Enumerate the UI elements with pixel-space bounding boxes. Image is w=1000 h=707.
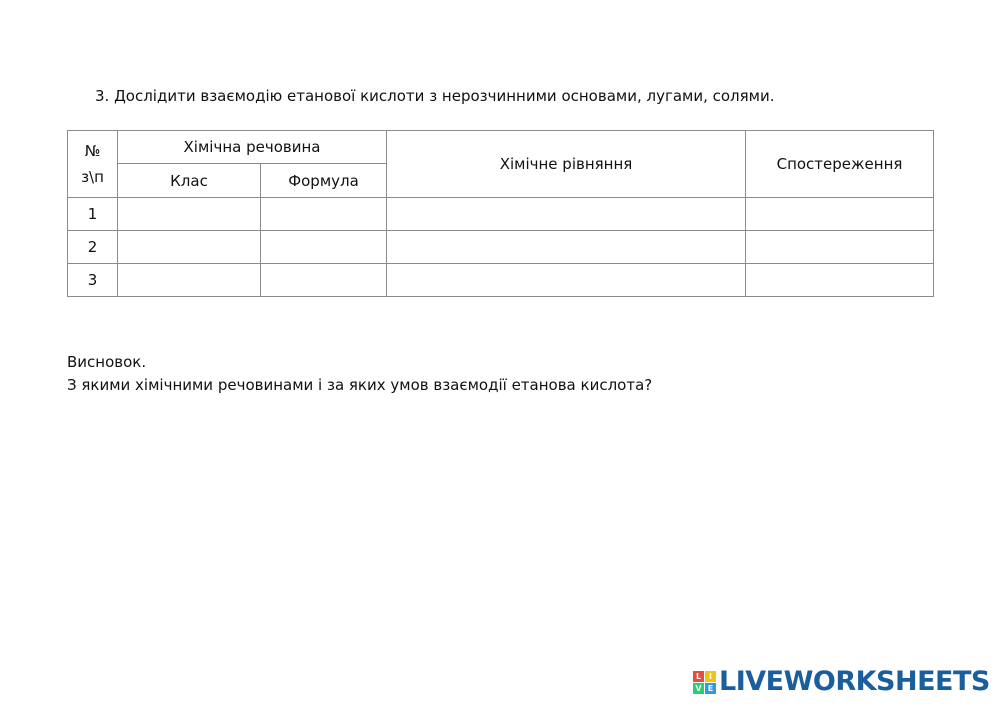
observation-cell[interactable] xyxy=(746,264,934,297)
formula-cell[interactable] xyxy=(261,198,387,231)
formula-cell[interactable] xyxy=(261,231,387,264)
formula-cell[interactable] xyxy=(261,264,387,297)
header-observation: Спостереження xyxy=(746,131,934,198)
observation-cell[interactable] xyxy=(746,198,934,231)
conclusion-title: Висновок. xyxy=(67,353,147,371)
header-number-symbol: № xyxy=(84,142,101,160)
header-class: Клас xyxy=(118,164,261,198)
conclusion-block xyxy=(67,351,652,397)
class-cell[interactable] xyxy=(118,198,261,231)
table-row xyxy=(68,231,934,264)
logo-letter-v: V xyxy=(693,683,704,694)
logo-letter-e: E xyxy=(705,683,716,694)
task-instruction: 3. Дослідити взаємодію етанової кислоти з нерозчинними основами, лугами, солями. xyxy=(95,87,775,105)
logo-icon xyxy=(693,671,716,694)
row-number: 2 xyxy=(68,231,118,264)
class-cell[interactable] xyxy=(118,264,261,297)
header-equation: Хімічне рівняння xyxy=(387,131,746,198)
results-table xyxy=(67,130,934,297)
class-cell[interactable] xyxy=(118,231,261,264)
logo-letter-i: I xyxy=(705,671,716,682)
equation-cell[interactable] xyxy=(387,231,746,264)
table-row xyxy=(68,264,934,297)
row-number: 3 xyxy=(68,264,118,297)
observation-cell[interactable] xyxy=(746,231,934,264)
table-row xyxy=(68,198,934,231)
header-substance: Хімічна речовина xyxy=(118,131,387,164)
header-number-abbrev: з\п xyxy=(81,168,104,186)
row-number: 1 xyxy=(68,198,118,231)
liveworksheets-logo xyxy=(693,667,990,697)
conclusion-question: З якими хімічними речовинами і за яких умов взаємодії етанова кислота? xyxy=(67,376,653,394)
logo-text: LIVEWORKSHEETS xyxy=(719,666,990,697)
header-number xyxy=(68,131,118,198)
equation-cell[interactable] xyxy=(387,198,746,231)
table-header-row xyxy=(68,131,934,164)
header-formula: Формула xyxy=(261,164,387,198)
logo-letter-l: L xyxy=(693,671,704,682)
equation-cell[interactable] xyxy=(387,264,746,297)
